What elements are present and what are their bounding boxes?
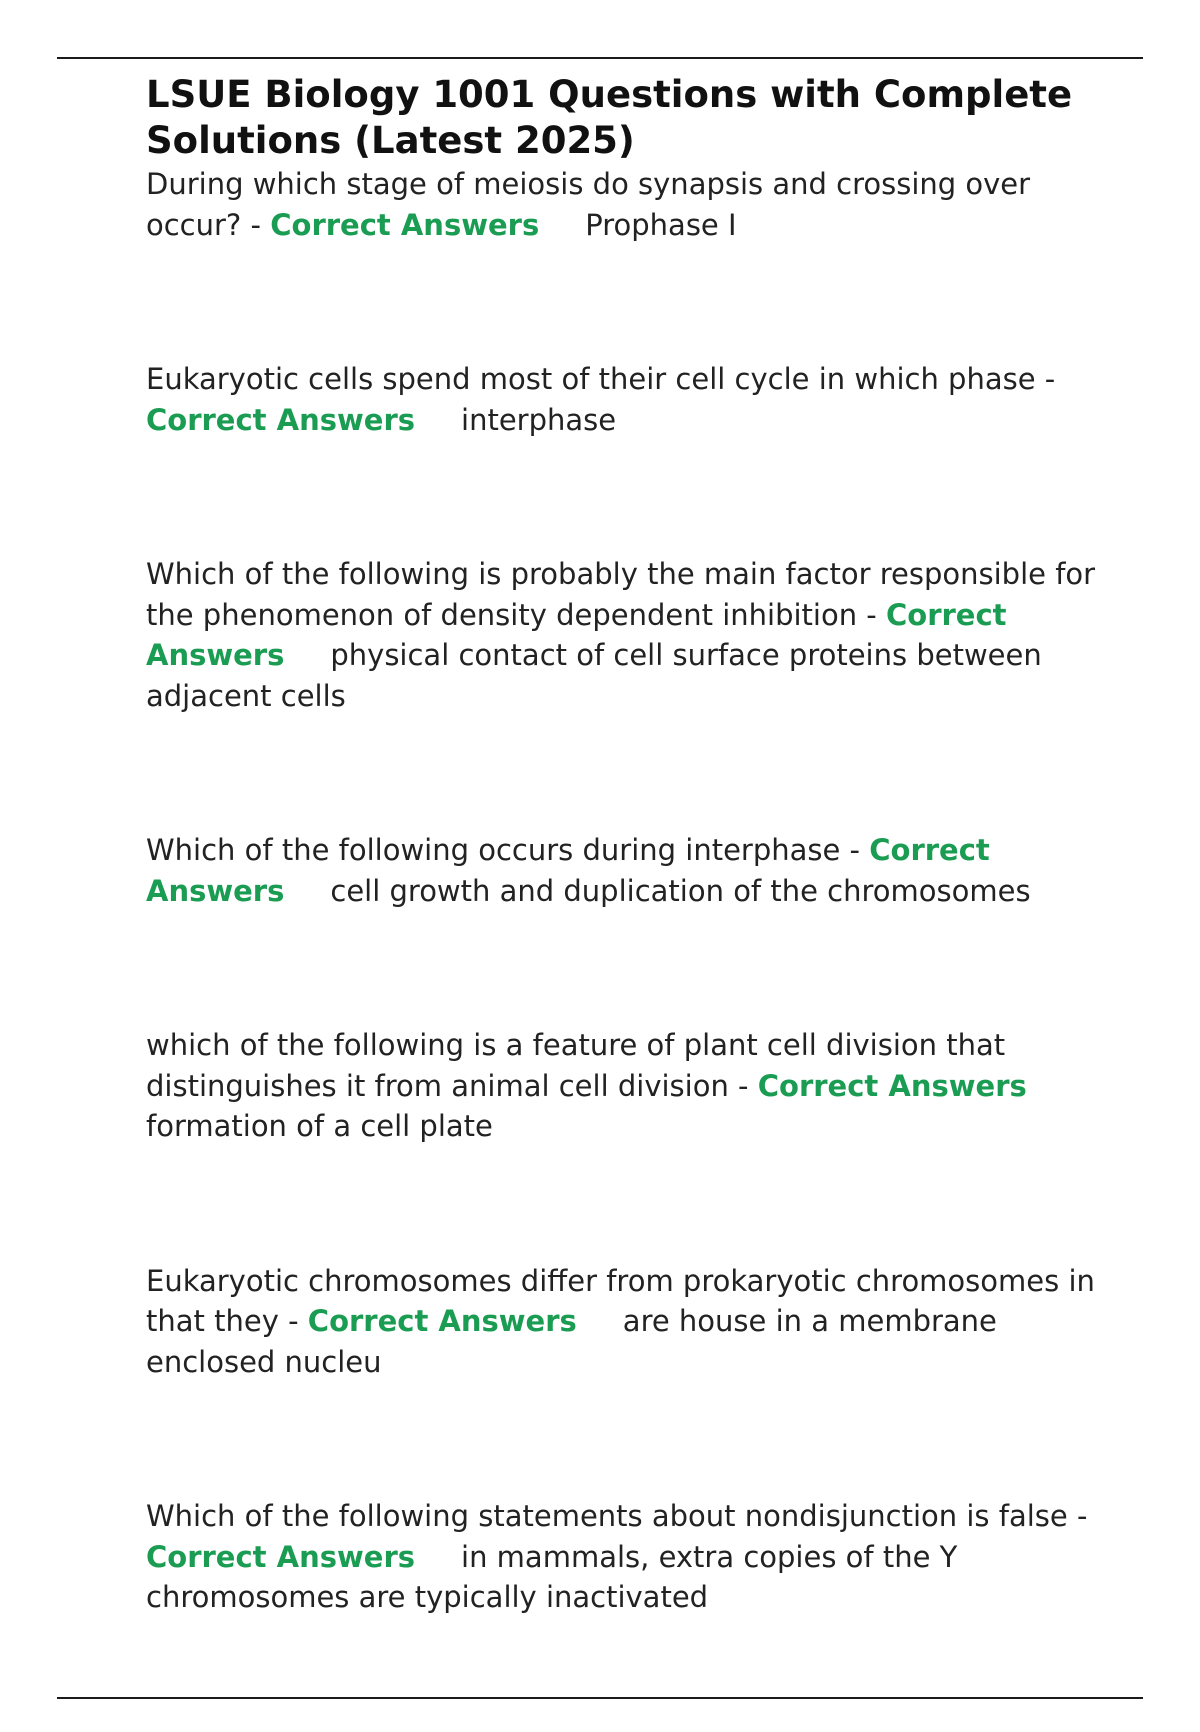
question-text: which of the following is a feature of plant cell division that distinguishes it from animal cell division (146, 1028, 1006, 1103)
qa-item (146, 1025, 1096, 1147)
answer-text: formation of a cell plate (146, 1109, 493, 1143)
bottom-rule (57, 1697, 1143, 1699)
top-rule (57, 57, 1143, 59)
separator: - (840, 833, 870, 867)
question-text: Which of the following is probably the main factor responsible for the phenomenon of density dependent inhibition (146, 557, 1096, 632)
separator: - (241, 207, 271, 242)
document-title: LSUE Biology 1001 Questions with Complete Solutions (Latest 2025) (146, 73, 1073, 162)
correct-answers-label: Correct Answers (307, 1304, 577, 1338)
question-text: Which of the following statements about nondisjunction is false (146, 1499, 1068, 1533)
question-text: During which stage of meiosis do synapsis and crossing over occur? (146, 167, 1031, 242)
correct-answers-label: Correct Answers (270, 207, 540, 242)
correct-answers-label: Correct Answers (146, 833, 990, 908)
qa-item (146, 164, 1096, 245)
separator: - (857, 597, 886, 632)
separator: - (1035, 362, 1056, 396)
question-text: Eukaryotic cells spend most of their cell cycle in which phase (146, 362, 1036, 396)
qa-item (146, 1496, 1096, 1618)
separator: - (278, 1304, 308, 1338)
answer-text: are house in a membrane enclosed nucleu (146, 1304, 997, 1379)
answer-text: Prophase I (585, 207, 737, 242)
correct-answers-label: Correct Answers (146, 402, 416, 437)
correct-answers-label: Correct Answers (146, 1539, 416, 1574)
answer-text: interphase (461, 402, 617, 437)
qa-item (146, 554, 1096, 716)
question-text: Eukaryotic chromosomes differ from prokaryotic chromosomes in that they (146, 1263, 1095, 1338)
correct-answers-label: Correct Answers (146, 597, 1007, 672)
qa-item (146, 1261, 1096, 1383)
correct-answers-label: Correct Answers (757, 1068, 1027, 1103)
answer-text: cell growth and duplication of the chromosomes (330, 873, 1031, 908)
separator: - (728, 1068, 758, 1103)
qa-item (146, 830, 1096, 911)
qa-item (146, 359, 1096, 440)
qa-list (146, 164, 1096, 1618)
question-text: Which of the following occurs during interphase (146, 833, 841, 867)
document-body (146, 72, 1096, 1732)
separator: - (1067, 1499, 1088, 1533)
answer-text: in mammals, extra copies of the Y chromosomes are typically inactivated (146, 1539, 958, 1614)
answer-text: physical contact of cell surface proteins between adjacent cells (146, 638, 1042, 713)
